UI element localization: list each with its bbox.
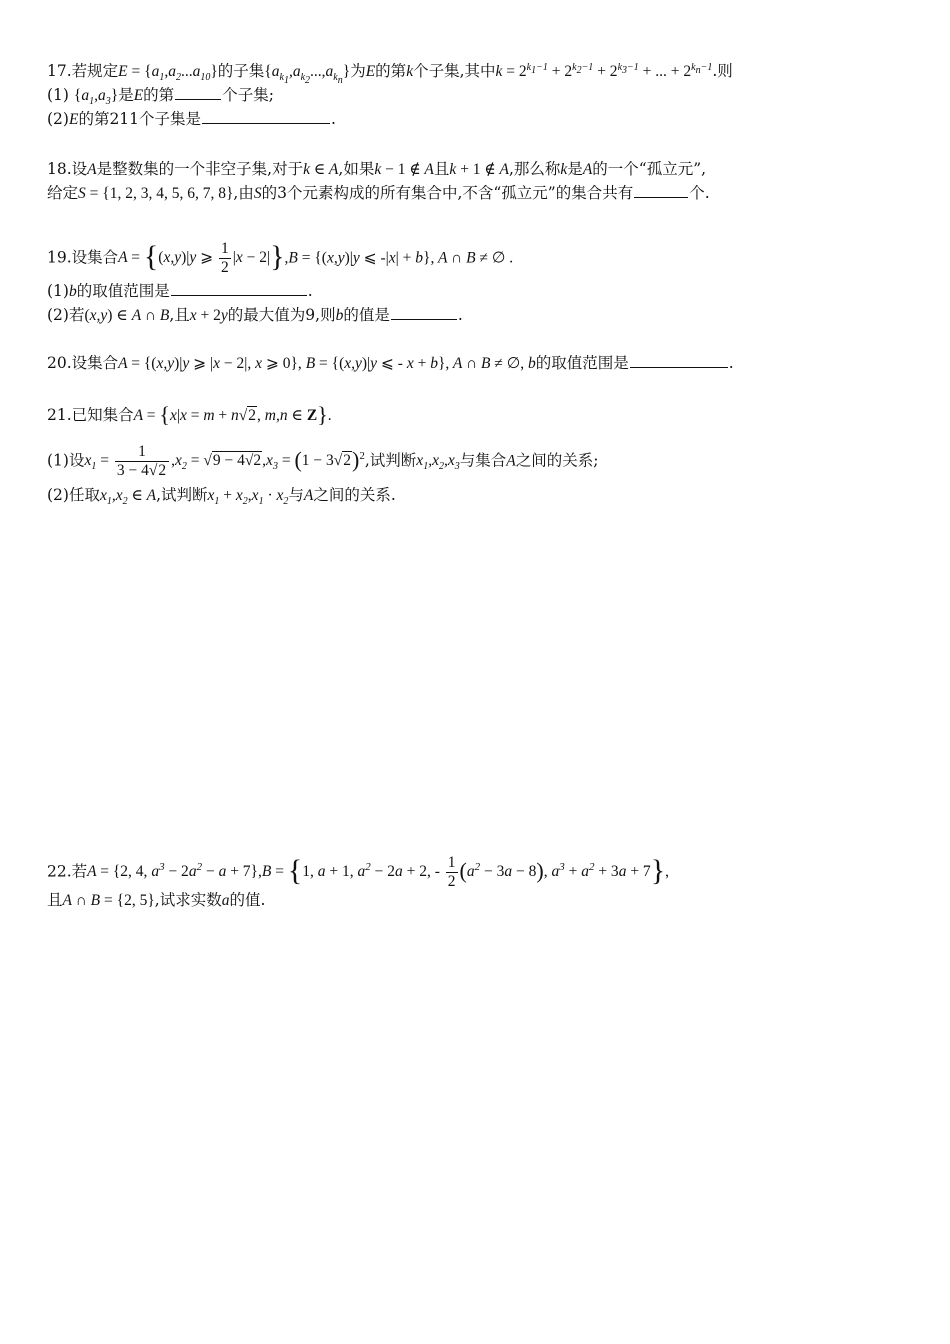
q19-part-1: (1)b的取值范围是 .	[47, 282, 313, 300]
q17-part-1: (1) $\{a_1,a_3\}$是E的第 个子集;	[47, 86, 274, 108]
math-subset: $\{a_{k_1},a_{k_2}...,a_{k_n}\}$	[264, 63, 351, 87]
math-x3: $,x_3 = (1 - 3√2)^2$	[262, 447, 365, 473]
math-set-E: $E = \{a_1,a_2...a_{10}\}$	[118, 63, 218, 84]
answer-blank[interactable]	[634, 183, 688, 198]
math-set-A: A = {2, 4, $a^3 - 2a^2 - a + 7$},	[87, 861, 262, 881]
math-x2: $,x_2 = √9 - 4√2$	[171, 452, 262, 473]
answer-blank[interactable]	[175, 85, 221, 100]
math-sets-AB: A = {(x,y)|y ⩾ |x − 2|, x ⩾ 0}, B = {(x,y)|y ⩽ - x + b}, A ∩ B ≠ ∅, b	[118, 355, 536, 372]
math-k-formula: $k = 2^{k_1-1} + 2^{k_2-1} + 2^{k_3-1}$ + ... + $2^{k_n-1}$	[495, 62, 713, 81]
math-x1: $x_1$ = $\frac{1}{3 - 4√2}$	[84, 452, 171, 469]
answer-blank[interactable]	[171, 281, 307, 296]
q17-part-2: (2)E的第211个子集是 .	[47, 110, 336, 128]
answer-blank[interactable]	[202, 109, 330, 124]
math-set-A: A = {(x,y)|y ⩾ $\frac{1}{2}$ |x − 2|}	[118, 240, 285, 277]
q18-line-1: 18.设A是整数集的一个非空子集,对于k ∈ A,如果k − 1 ∉ A且k + 1 ∉ A,那么称k是A的一个“孤立元”,	[47, 160, 707, 178]
answer-blank[interactable]	[630, 353, 728, 368]
q20-line-1: 20.设集合A = {(x,y)|y ⩾ |x − 2|, x ⩾ 0}, B = {(x,y)|y ⩽ - x + b}, A ∩ B ≠ ∅, b的取值范围是 .	[47, 354, 734, 372]
math-set-A: A = {x|x = m + n√2, m,n ∈ Z}.	[133, 402, 332, 427]
q22-line-2: 且A ∩ B = {2, 5},试求实数a的值.	[47, 891, 266, 909]
q17-line-1: 17.若规定$E = \{a_1,a_2...a_{10}\}$的子集$\{a_{k_1},a_{k_2}...,a_{k_n}\}$为E的第k个子集,其中$k = 2^{k_1-1} + 2^{k_2-1} + 2^{k_3-1}$ + ... + $2^{k_n-1}$.则	[47, 62, 733, 87]
q19-part-2: (2)若(x,y) ∈ A ∩ B,且x + 2y的最大值为9,则b的值是 .	[47, 306, 463, 324]
answer-blank[interactable]	[391, 305, 457, 320]
math-set-B: B = {1, a + 1, $a^2 - 2a + 2$, - $\frac{1}{2}$ $(a^2 - 3a - 8)$, $a^3 + a^2 + 3a + 7$},	[261, 854, 669, 891]
q21-line-1: 21.已知集合A = {x|x = m + n√2, m,n ∈ Z}.	[47, 402, 332, 427]
math-set-B: ,B = {(x,y)|y ⩽ -|x| + b}, A ∩ B ≠ ∅ .	[284, 249, 514, 267]
q18-line-2: 给定S = {1, 2, 3, 4, 5, 6, 7, 8},由S的3个元素构成的所有集合中,不含“孤立元”的集合共有 个.	[47, 184, 710, 202]
q21-part-2: (2)任取$x_1,x_2$ ∈ A,试判断$x_1 + x_2,x_1 \cdot x_2$与A之间的关系.	[47, 486, 396, 508]
q21-part-1: (1)设$x_1$ = $\frac{1}{3 - 4√2}$ $,x_2 = √9 - 4√2,x_3 = (1 - 3√2)^2$,试判断$x_1,x_2,x_3$与集合A之间的关系;	[47, 443, 599, 480]
q22-line-1: 22.若A = {2, 4, $a^3 - 2a^2 - a + 7\},B = \{1$, a + 1, $a^2 - 2a + 2$, - $\frac{1}{2}$ $(a^2 - 3a - 8)$, $a^3 + a^2 + 3a + 7$},	[47, 854, 669, 891]
q19-line-1: 19.设集合A = {(x,y)|y ⩾ $\frac{1}{2}$ |x − 2|},B = {(x,y)|y ⩽ -|x| + b}, A ∩ B ≠ ∅ .	[47, 240, 514, 277]
